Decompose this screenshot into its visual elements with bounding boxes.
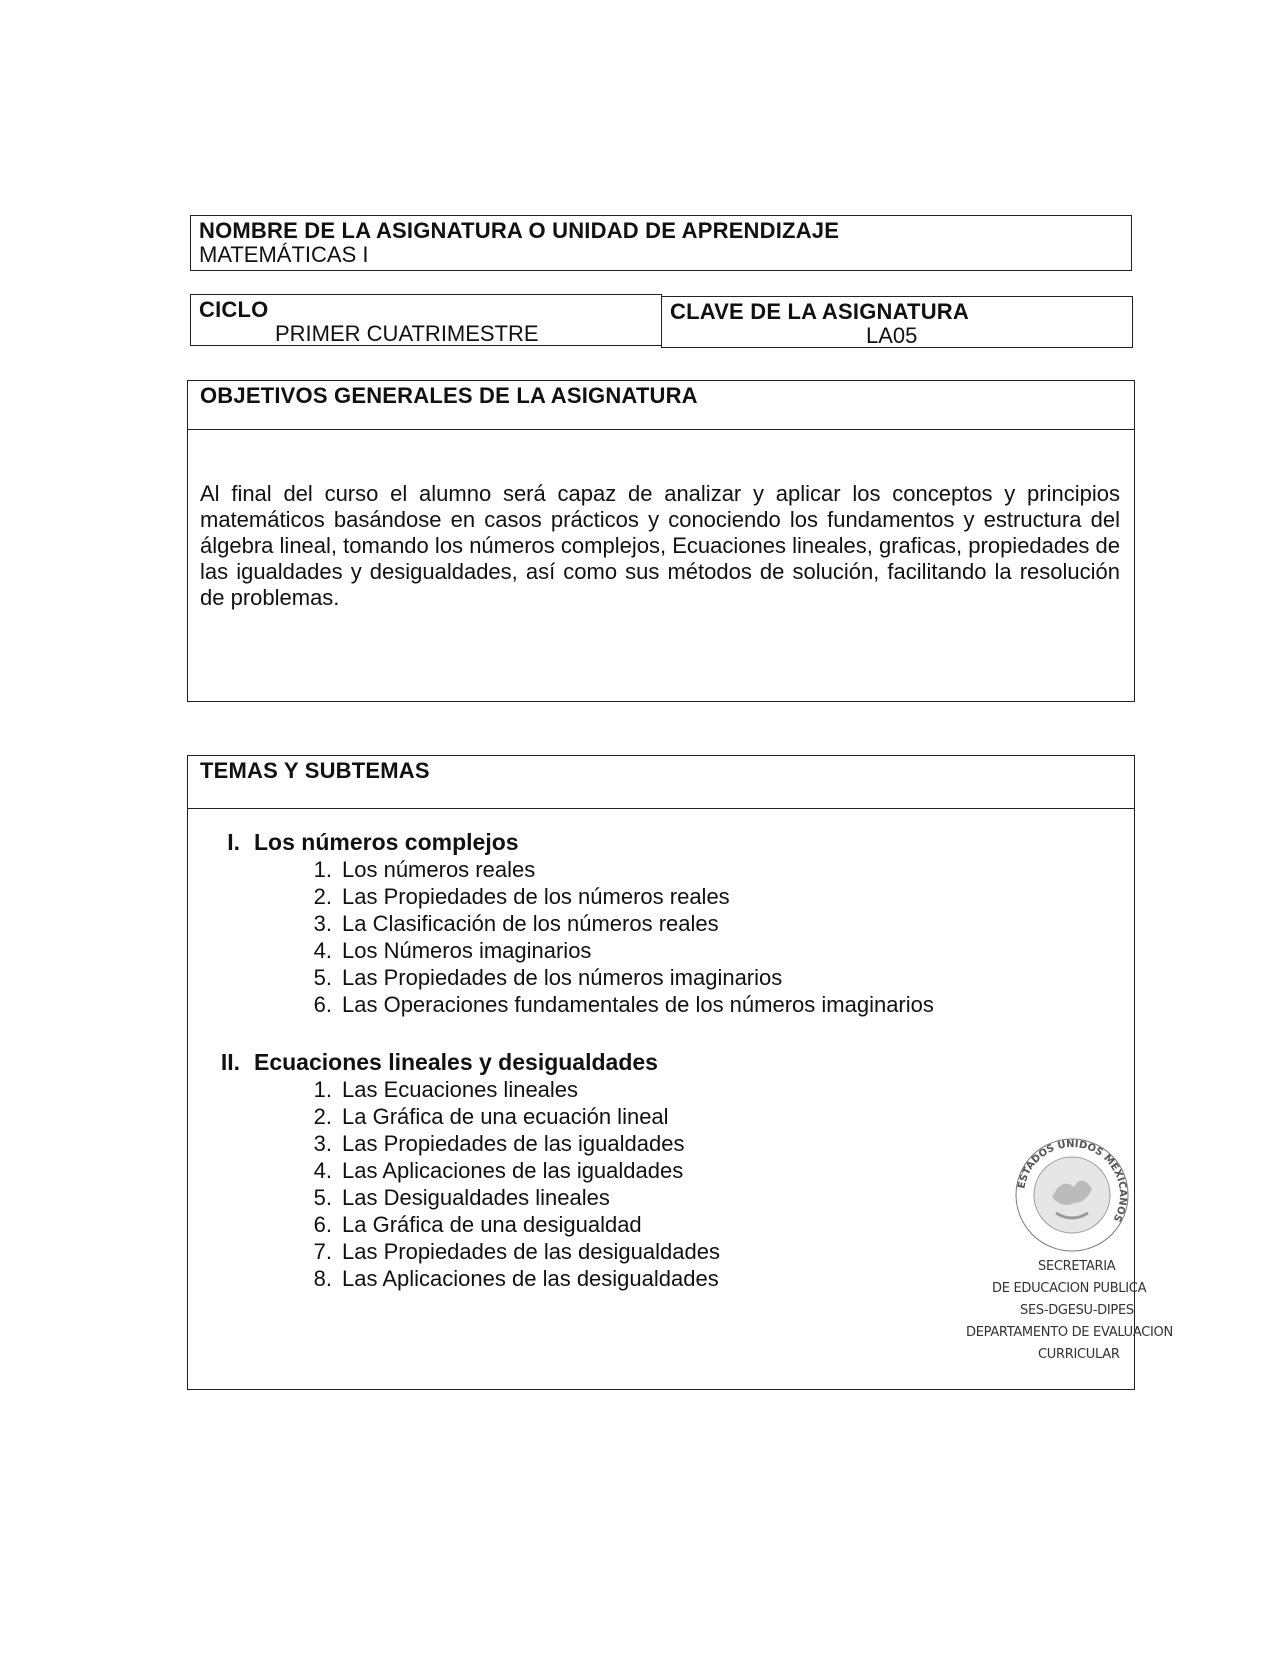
subtopic-item: [218, 964, 1098, 991]
subtopic-text: Las Propiedades de las igualdades: [342, 1131, 685, 1156]
subtopic-text: Los números reales: [342, 857, 536, 882]
subtopic-text: La Gráfica de una desigualdad: [342, 1212, 642, 1237]
seal-line: CURRICULAR: [1038, 1347, 1120, 1362]
subtopic-text: Las Aplicaciones de las desigualdades: [342, 1266, 719, 1291]
subtopic-number: 5.: [313, 1185, 332, 1210]
objectives-divider: [188, 429, 1134, 430]
unit-1: [218, 828, 1098, 1018]
subtopic-item: [218, 1130, 1098, 1157]
subtopic-number: 2.: [313, 1104, 332, 1129]
subtopic-item: [218, 910, 1098, 937]
subtopic-item: [218, 856, 1098, 883]
subtopic-text: Las Propiedades de los números reales: [342, 884, 730, 909]
subtopic-number: 3.: [313, 1131, 332, 1156]
subtopic-item: [218, 1184, 1098, 1211]
subtopic-item: [218, 1211, 1098, 1238]
subtopic-item: [218, 937, 1098, 964]
subtopic-item: [218, 991, 1098, 1018]
subtopic-text: Las Desigualdades lineales: [342, 1185, 610, 1210]
cycle-box: [190, 294, 662, 346]
cycle-value: PRIMER CUATRIMESTRE: [275, 321, 539, 346]
seal-line: SECRETARIA: [1038, 1259, 1116, 1274]
cycle-header: CICLO: [199, 297, 269, 322]
subtopic-number: 3.: [313, 911, 332, 936]
official-seal-stamp: [966, 1135, 1173, 1385]
subtopic-number: 2.: [313, 884, 332, 909]
subtopic-number: 5.: [313, 965, 332, 990]
seal-ring-text: ESTADOS UNIDOS MEXICANOS: [1016, 1138, 1129, 1224]
subtopic-number: 6.: [313, 1212, 332, 1237]
subtopic-item: [218, 1076, 1098, 1103]
objectives-text: Al final del curso el alumno será capaz de analizar y aplicar los conceptos y principios matemáticos basándose en casos prácticos y conociendo los fundamentos y estructura del álgebra lineal, tomando los números complejos, Ecuaciones lineales, graficas, propiedades de las igualdades y desigualdades, así como sus métodos de solución, facilitando la resolución de problemas.: [200, 481, 1120, 610]
subtopic-item: [218, 1103, 1098, 1130]
subtopic-item: [218, 1265, 1098, 1292]
seal-line: SES-DGESU-DIPES: [1020, 1303, 1134, 1318]
subtopic-text: Las Propiedades de los números imaginarios: [342, 965, 783, 990]
subtopic-text: Las Ecuaciones lineales: [342, 1077, 579, 1102]
objectives-header: OBJETIVOS GENERALES DE LA ASIGNATURA: [200, 383, 698, 408]
subtopic-text: Los Números imaginarios: [342, 938, 592, 963]
subject-name-box: [190, 215, 1132, 271]
subtopic-item: [218, 1238, 1098, 1265]
topics-divider: [188, 808, 1134, 809]
subtopic-item: [218, 1157, 1098, 1184]
subtopic-text: Las Operaciones fundamentales de los números imaginarios: [342, 992, 934, 1017]
subtopic-number: 7.: [313, 1239, 332, 1264]
subject-name-value: MATEMÁTICAS I: [199, 242, 369, 267]
subtopic-item: [218, 883, 1098, 910]
unit-2: [218, 1048, 1098, 1292]
subtopic-number: 8.: [313, 1266, 332, 1291]
subtopic-number: 1.: [313, 857, 332, 882]
seal-emblem-icon: [1012, 1135, 1132, 1255]
subtopic-number: 6.: [313, 992, 332, 1017]
seal-line: DEPARTAMENTO DE EVALUACION: [966, 1325, 1173, 1340]
subtopic-text: Las Propiedades de las desigualdades: [342, 1239, 720, 1264]
topics-header: TEMAS Y SUBTEMAS: [200, 758, 430, 783]
unit-title-text: Ecuaciones lineales y desigualdades: [254, 1049, 658, 1075]
unit-title: [218, 1048, 1098, 1076]
unit-title: [218, 828, 1098, 856]
subject-key-box: [661, 296, 1133, 348]
unit-numeral: II.: [220, 1049, 240, 1075]
subtopic-number: 1.: [313, 1077, 332, 1102]
seal-line: DE EDUCACION PUBLICA: [992, 1281, 1147, 1296]
objectives-box: [187, 380, 1135, 702]
subtopic-number: 4.: [313, 938, 332, 963]
subject-key-header: CLAVE DE LA ASIGNATURA: [670, 299, 969, 324]
subtopic-text: La Clasificación de los números reales: [342, 911, 719, 936]
subtopic-number: 4.: [313, 1158, 332, 1183]
unit-numeral: I.: [227, 829, 240, 855]
subject-key-value: LA05: [866, 323, 918, 348]
unit-title-text: Los números complejos: [254, 829, 519, 855]
subtopic-text: La Gráfica de una ecuación lineal: [342, 1104, 669, 1129]
subtopic-text: Las Aplicaciones de las igualdades: [342, 1158, 684, 1183]
subject-name-header: NOMBRE DE LA ASIGNATURA O UNIDAD DE APRENDIZAJE: [199, 218, 840, 243]
